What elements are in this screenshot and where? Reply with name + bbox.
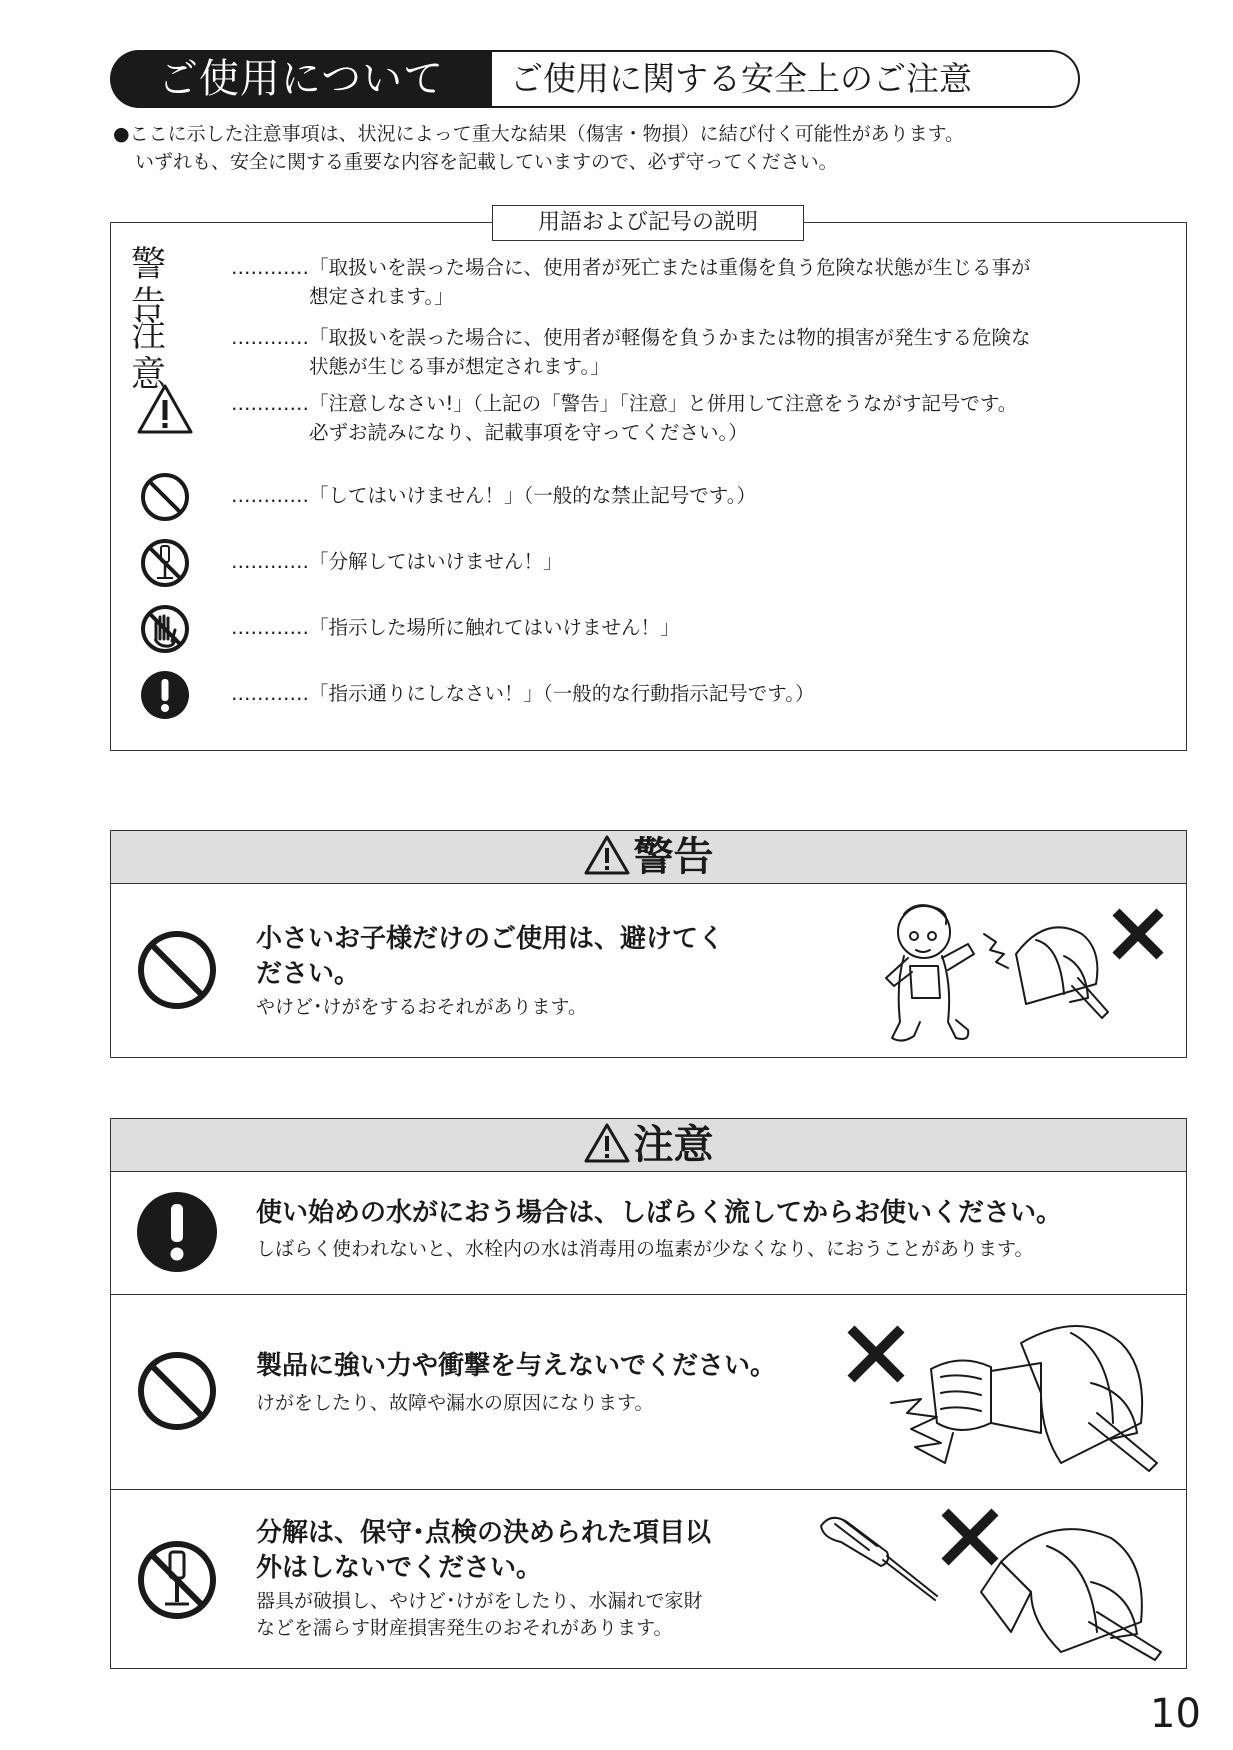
legend-text-no-disassembly: …………「分解してはいけません！」 [231, 550, 563, 573]
caution-heading-text: 注意 [633, 1122, 714, 1168]
caution-item-no-force [111, 1295, 1186, 1490]
legend-text-warning: …………「取扱いを誤った場合に、使用者が死亡または重傷を負う危険な状態が生じる事が 想定されます。」 [231, 256, 1031, 308]
section-tab-label: ご使用について [110, 50, 492, 108]
legend-text-prohibition: …………「してはいけません！」（一般的な禁止記号です。） [231, 484, 756, 507]
prohibition-icon [139, 471, 191, 523]
warning-item-title [256, 922, 724, 992]
caution-item-3-title [256, 1516, 711, 1586]
mandatory-action-icon [139, 669, 191, 721]
caution-item-3-desc-line1: 器具が破損し、やけど･けがをしたり、水漏れで家財 [256, 1590, 703, 1612]
child-touching-faucet-illustration [856, 894, 1176, 1054]
warning-item-title-line2: ださい。 [256, 959, 361, 989]
legend-text-attention: …………「注意しなさい!」（上記の「警告」「注意」と併用して注意をうながす記号です。 必ずお読みになり、記載事項を守ってください。） [231, 392, 1018, 444]
legend-text-caution: …………「取扱いを誤った場合に、使用者が軽傷を負うかまたは物的損害が発生する危険な 状態が生じる事が想定されます。」 [231, 326, 1031, 378]
intro-text [113, 120, 964, 176]
no-disassembly-icon [135, 1538, 219, 1622]
prohibition-icon [135, 928, 219, 1012]
warning-item-desc: やけど･けがをするおそれがあります。 [256, 996, 587, 1018]
caution-item-3-desc-line2: などを濡らす財産損害発生のおそれがあります。 [256, 1617, 673, 1639]
no-touch-icon [139, 603, 191, 655]
intro-line-1: ●ここに示した注意事項は、状況によって重大な結果（傷害・物損）に結び付く可能性があります。 [113, 123, 965, 145]
page-title: ご使用に関する安全上のご注意 [492, 50, 1080, 108]
legend-text-no-touch: …………「指示した場所に触れてはいけません！」 [231, 616, 680, 639]
warning-triangle-icon [136, 383, 194, 435]
caution-item-2-desc: けがをしたり、故障や漏水の原因になります。 [256, 1392, 654, 1414]
warning-triangle-icon [584, 1123, 630, 1163]
legend-label: 用語および記号の説明 [492, 205, 804, 241]
caution-item-1-title: 使い始めの水がにおう場合は、しばらく流してからお使いください。 [256, 1198, 1063, 1228]
warning-item-title-line1: 小さいお子様だけのご使用は、避けてく [256, 924, 725, 954]
warning-heading [111, 831, 1186, 884]
caution-item-1-desc: しばらく使われないと、水栓内の水は消毒用の塩素が少なくなり、におうことがあります。 [256, 1238, 1034, 1260]
caution-item-2-title: 製品に強い力や衝撃を与えないでください。 [256, 1351, 777, 1381]
caution-item-3-desc [256, 1588, 703, 1642]
caution-item-3-title-line2: 外はしないでください。 [256, 1553, 543, 1583]
prohibition-icon [135, 1349, 219, 1433]
fist-hitting-faucet-illustration [841, 1313, 1181, 1483]
mandatory-action-icon [135, 1190, 219, 1274]
warning-item [111, 884, 1186, 1057]
no-disassembly-icon [139, 537, 191, 589]
caution-item-3-title-line1: 分解は、保守･点検の決められた項目以 [256, 1518, 712, 1548]
caution-item-water-smell [111, 1172, 1186, 1295]
caution-item-no-disassembly [111, 1490, 1186, 1668]
warning-heading-text: 警告 [633, 834, 714, 880]
caution-heading [111, 1119, 1186, 1172]
legend-symbol-warning: 警告 [131, 245, 167, 325]
intro-line-2: いずれも、安全に関する重要な内容を記載していますので、必ず守ってください。 [135, 151, 838, 173]
page-number: 10 [1150, 1691, 1201, 1737]
legend-box [110, 222, 1187, 751]
legend-text-mandatory: …………「指示通りにしなさい！」（一般的な行動指示記号です。） [231, 682, 815, 705]
warning-triangle-icon [584, 835, 630, 875]
caution-section [110, 1118, 1187, 1669]
warning-section [110, 830, 1187, 1058]
legend-symbol-caution: 注意 [131, 315, 167, 395]
screwdriver-faucet-illustration [811, 1502, 1181, 1662]
